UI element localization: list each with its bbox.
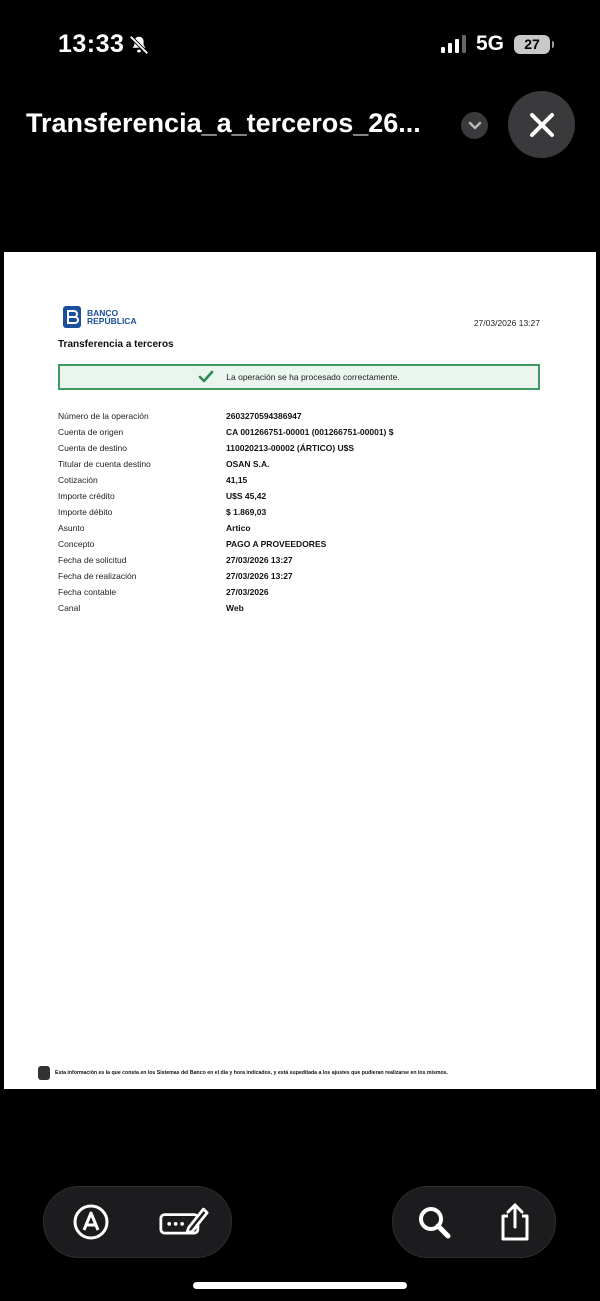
bank-logo-icon xyxy=(63,306,81,328)
detail-label: Importe débito xyxy=(58,507,113,517)
detail-label: Fecha de realización xyxy=(58,571,137,581)
title-menu-button[interactable] xyxy=(461,112,488,139)
detail-label: Asunto xyxy=(58,523,85,533)
document-timestamp: 27/03/2026 13:27 xyxy=(473,318,540,328)
share-button[interactable] xyxy=(490,1197,540,1247)
detail-label: Cotización xyxy=(58,475,98,485)
detail-row xyxy=(58,456,393,472)
detail-value: 27/03/2026 13:27 xyxy=(226,555,293,565)
detail-value: Artico xyxy=(226,523,251,533)
detail-value: CA 001266751-00001 (001266751-00001) $ xyxy=(226,427,394,437)
search-button[interactable] xyxy=(409,1197,459,1247)
form-fill-button[interactable] xyxy=(159,1197,209,1247)
share-icon xyxy=(498,1202,532,1242)
signal-icon xyxy=(441,35,466,53)
detail-label: Titular de cuenta destino xyxy=(58,459,151,469)
view-tools xyxy=(392,1186,556,1258)
form-fill-icon xyxy=(159,1204,209,1240)
home-indicator[interactable] xyxy=(193,1282,407,1289)
page-title: Transferencia a terceros xyxy=(58,339,174,350)
status-time-text: 13:33 xyxy=(58,30,125,58)
bank-logo xyxy=(63,306,137,328)
close-button[interactable] xyxy=(508,91,575,158)
detail-value: Web xyxy=(226,603,244,613)
operation-details xyxy=(58,408,393,616)
bank-name xyxy=(87,309,137,325)
detail-value: 110020213-00002 (ÁRTICO) U$S xyxy=(226,443,355,453)
detail-value: $ 1.869,03 xyxy=(226,507,267,517)
status-indicators xyxy=(441,32,550,56)
bank-name-line1: BANCO xyxy=(87,308,119,318)
markup-icon xyxy=(71,1202,111,1242)
battery-level: 27 xyxy=(524,36,540,52)
detail-label: Número de la operación xyxy=(58,411,149,421)
document-page[interactable] xyxy=(4,252,596,1089)
detail-label: Importe crédito xyxy=(58,491,115,501)
detail-row xyxy=(58,520,393,536)
detail-label: Cuenta de origen xyxy=(58,427,124,437)
battery-icon xyxy=(514,35,550,54)
detail-value: 27/03/2026 xyxy=(226,587,269,597)
detail-value: 41,15 xyxy=(226,475,248,485)
document-title: Transferencia_a_terceros_26... xyxy=(26,108,421,138)
markup-button[interactable] xyxy=(66,1197,116,1247)
footer-note xyxy=(38,1066,448,1080)
success-message: La operación se ha procesado correctamente. xyxy=(226,372,400,382)
detail-row xyxy=(58,536,393,552)
detail-label: Fecha contable xyxy=(58,587,117,597)
detail-label: Fecha de solicitud xyxy=(58,555,127,565)
detail-row xyxy=(58,488,393,504)
detail-label: Canal xyxy=(58,603,81,613)
network-label: 5G xyxy=(475,32,504,55)
footer-logo-icon xyxy=(38,1066,50,1080)
detail-label: Concepto xyxy=(58,539,95,549)
footer-text: Esta información es la que consta en los Sistemas del Banco en el día y hora indicados, y está supeditada a los ajustes que pudieran realizarse en los mismos. xyxy=(55,1070,448,1076)
detail-row xyxy=(58,440,393,456)
detail-row xyxy=(58,472,393,488)
detail-row xyxy=(58,504,393,520)
detail-row xyxy=(58,600,393,616)
edit-tools xyxy=(43,1186,232,1258)
detail-value: PAGO A PROVEEDORES xyxy=(226,539,327,549)
detail-row xyxy=(58,552,393,568)
detail-label: Cuenta de destino xyxy=(58,443,127,453)
detail-row xyxy=(58,568,393,584)
bank-name-line2: REPÚBLICA xyxy=(87,316,137,326)
search-icon xyxy=(416,1204,452,1240)
detail-value: OSAN S.A. xyxy=(226,459,270,469)
success-banner xyxy=(58,364,540,390)
detail-value: 2603270594386947 xyxy=(226,411,302,421)
status-time xyxy=(58,30,150,59)
checkmark-icon xyxy=(198,370,214,384)
close-icon xyxy=(528,111,556,139)
detail-value: U$S 45,42 xyxy=(226,491,267,501)
detail-row xyxy=(58,408,393,424)
bell-slash-icon xyxy=(128,34,150,56)
detail-row xyxy=(58,424,393,440)
detail-value: 27/03/2026 13:27 xyxy=(226,571,293,581)
chevron-down-icon xyxy=(468,121,482,131)
detail-row xyxy=(58,584,393,600)
